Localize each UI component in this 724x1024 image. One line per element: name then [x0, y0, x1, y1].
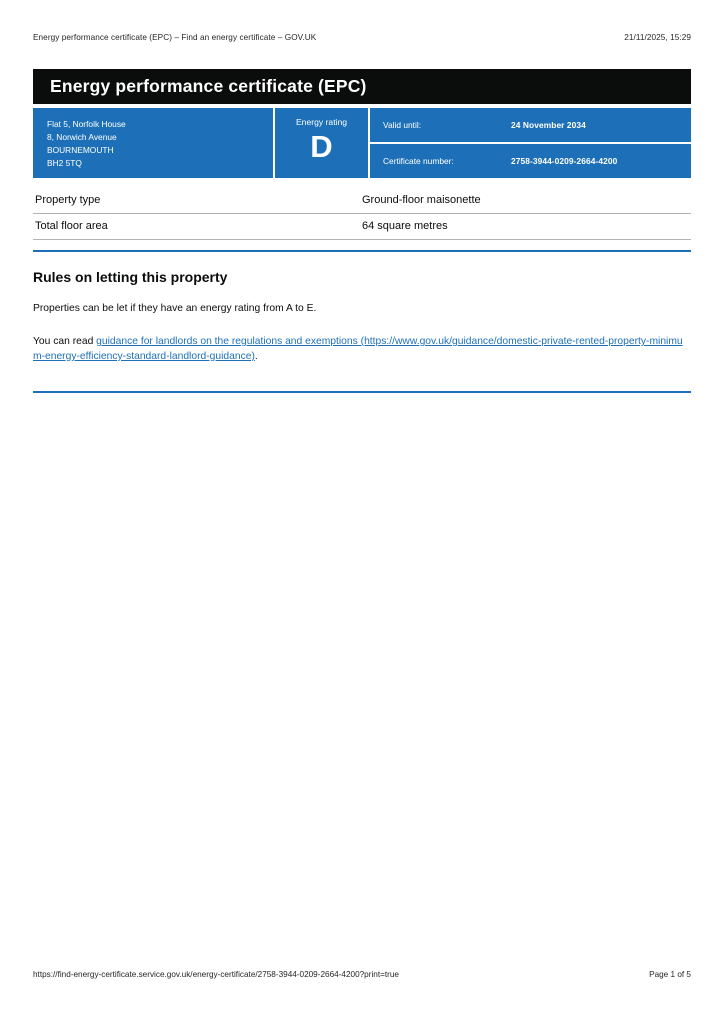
- letting-rules-paragraph-1: Properties can be let if they have an energy rating from A to E.: [33, 303, 317, 315]
- print-header-datetime: 21/11/2025, 15:29: [624, 33, 691, 42]
- property-type-label: Property type: [35, 194, 101, 207]
- valid-until-row: [370, 108, 691, 144]
- certificate-title-bar: [33, 69, 691, 104]
- energy-rating-label: Energy rating: [295, 117, 348, 127]
- landlord-guidance-link[interactable]: guidance for landlords on the regulations and exemptions: [96, 335, 358, 347]
- section-divider-bottom: [33, 391, 691, 393]
- paragraph-prefix: You can read: [33, 335, 97, 347]
- address-line-1: Flat 5, Norfolk House: [47, 119, 126, 129]
- letting-rules-heading: Rules on letting this property: [33, 269, 228, 286]
- address-line-3: BOURNEMOUTH: [47, 145, 114, 156]
- print-header-title: Energy performance certificate (EPC) – Find an energy certificate – GOV.UK: [33, 33, 317, 42]
- page-title: Energy performance certificate (EPC): [50, 76, 367, 96]
- letting-rules-paragraph-2: [33, 335, 691, 365]
- print-header: [33, 33, 691, 42]
- table-row: [33, 214, 691, 240]
- print-footer: [33, 970, 691, 979]
- total-floor-area-value: 64 square metres: [362, 220, 448, 233]
- certificate-number-value: 2758-3944-0209-2664-4200: [511, 156, 618, 167]
- landlord-guidance-url: (https://www.gov.uk/guidance/domestic-private-rented-property-minimum-energy-efficiency-standard-landlord-guidance): [33, 335, 683, 362]
- certificate-number-row: [370, 144, 691, 178]
- table-row: [33, 188, 691, 214]
- print-footer-url: https://find-energy-certificate.service.gov.uk/energy-certificate/2758-3944-0209-2664-4200?print=true: [33, 970, 399, 979]
- print-footer-page: Page 1 of 5: [649, 970, 691, 979]
- certificate-meta: [370, 108, 691, 178]
- property-details-table: [33, 188, 691, 240]
- section-divider-top: [33, 250, 691, 252]
- valid-until-label: Valid until:: [383, 120, 422, 131]
- energy-rating-block: [275, 108, 370, 178]
- certificate-content: [33, 69, 691, 393]
- address-line-4: BH2 5TQ: [47, 158, 82, 169]
- certificate-number-label: Certificate number:: [383, 156, 454, 167]
- energy-rating-letter: D: [310, 129, 333, 165]
- paragraph-suffix: .: [254, 350, 258, 362]
- total-floor-area-label: Total floor area: [35, 220, 108, 233]
- valid-until-value: 24 November 2034: [511, 120, 586, 131]
- certificate-summary-banner: [33, 108, 691, 178]
- address-line-2: 8, Norwich Avenue: [47, 132, 117, 143]
- property-address: [33, 108, 275, 178]
- property-type-value: Ground-floor maisonette: [362, 194, 481, 207]
